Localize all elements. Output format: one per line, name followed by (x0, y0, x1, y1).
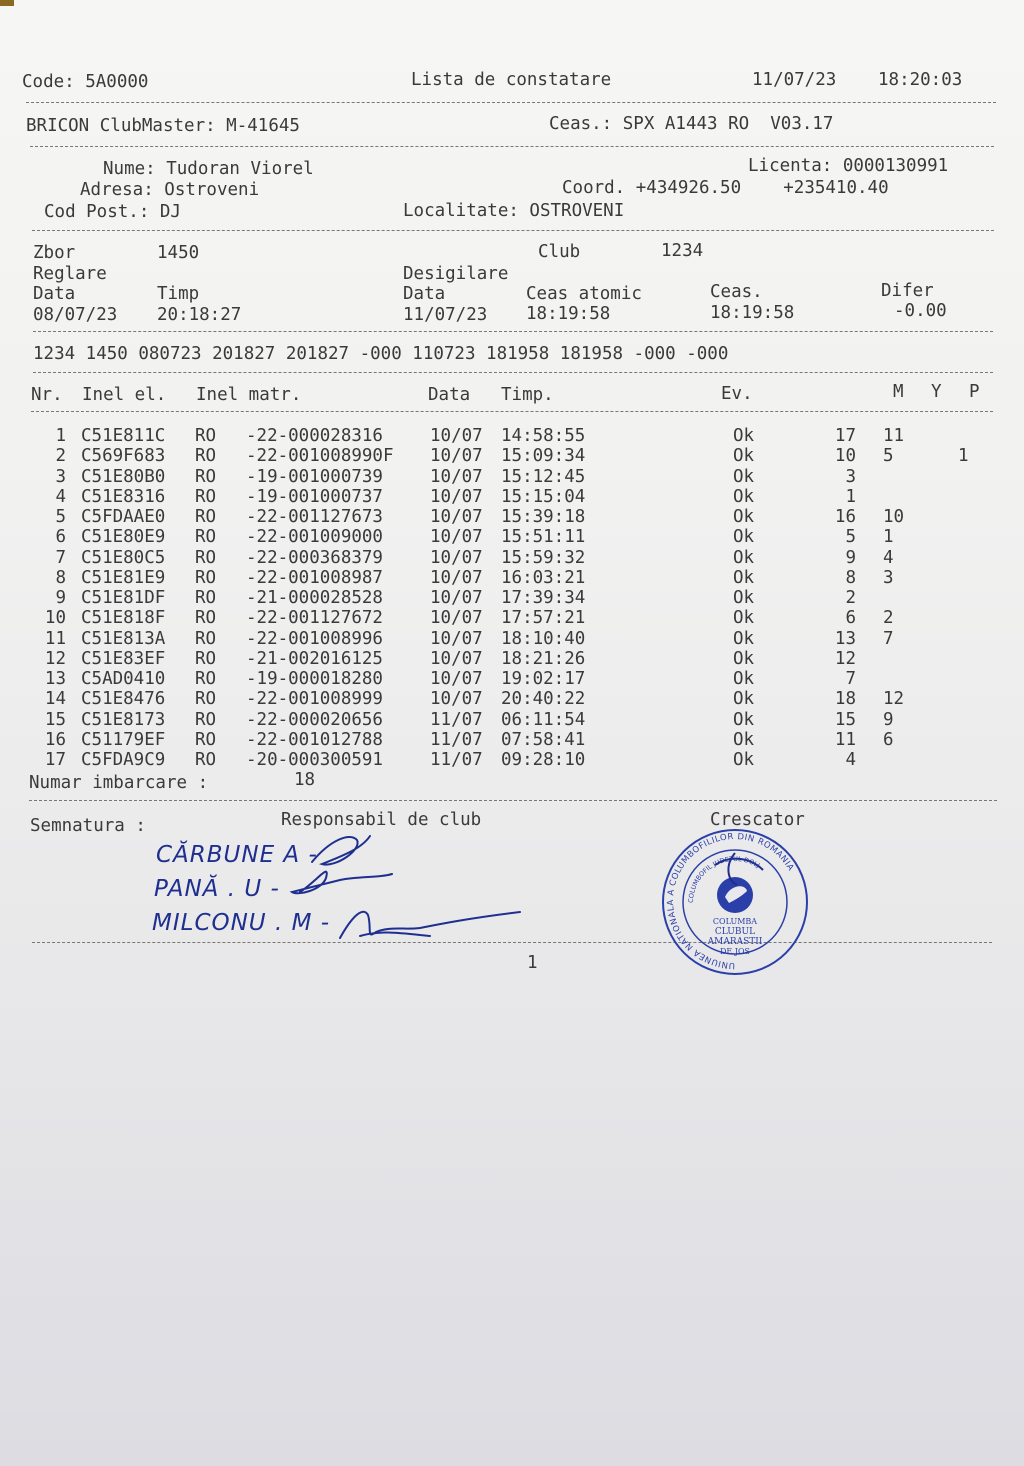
cell-time: 15:51:11 (501, 527, 586, 548)
cell-nr: 1 (55, 426, 66, 446)
cell-date: 10/07 (430, 527, 483, 548)
reglare-label: Reglare (33, 264, 107, 284)
cell-el: C51E811C (81, 426, 166, 446)
device-model: BRICON ClubMaster: M-41645 (26, 116, 300, 136)
cell-time: 16:03:21 (501, 567, 586, 588)
cell-date: 10/07 (430, 689, 483, 710)
cell-m: 13 (834, 628, 856, 649)
cell-el: C51E81E9 (81, 567, 166, 588)
cell-ev: Ok (733, 446, 755, 467)
stamp-inner-text: COLUMBOFIL JUDETUL DOLJ (686, 854, 762, 904)
cell-cc: RO (195, 709, 217, 730)
summary-code-line: 1234 1450 080723 201827 201827 -000 110723 181958 181958 -000 -000 (33, 344, 729, 364)
cell-y: 6 (883, 729, 894, 750)
cell-ev: Ok (733, 466, 755, 487)
cell-el: C51E81DF (81, 588, 166, 608)
difer-label: Difer (881, 281, 934, 301)
cell-m: 4 (845, 750, 856, 770)
cell-nr: 16 (44, 729, 66, 750)
col-header-p: P (969, 382, 980, 402)
cell-m: 15 (834, 709, 856, 730)
cell-cc: RO (195, 689, 217, 710)
cell-cc: RO (195, 486, 217, 507)
stamp-center-1: COLUMBA (712, 917, 758, 926)
col-header-y: Y (931, 382, 942, 402)
cell-time: 15:59:32 (501, 547, 586, 568)
cell-time: 15:15:04 (501, 486, 586, 507)
cell-ev: Ok (733, 588, 755, 608)
cell-nr: 6 (55, 527, 66, 548)
cell-date: 10/07 (430, 426, 483, 446)
divider (32, 942, 992, 943)
cell-cc: RO (195, 446, 217, 467)
cell-m: 1 (845, 486, 856, 507)
cell-time: 17:39:34 (501, 588, 586, 608)
signature-name-2: PANĂ . U - (154, 876, 280, 902)
club-stamp (655, 825, 815, 980)
reglare-date: 08/07/23 (33, 305, 118, 325)
cell-matr: -19-001000739 (246, 466, 383, 487)
owner-coords: Coord. +434926.50 +235410.40 (562, 178, 889, 198)
cell-matr: -19-000018280 (246, 669, 383, 689)
cell-time: 15:12:45 (501, 466, 586, 487)
col-header-inel-matr: Inel matr. (196, 385, 302, 405)
cell-m: 16 (834, 507, 856, 527)
cell-m: 7 (845, 669, 856, 689)
cell-matr: -22-001008996 (246, 628, 383, 649)
cell-time: 19:02:17 (501, 669, 586, 689)
desigilare-date: 11/07/23 (403, 305, 488, 325)
cell-m: 6 (845, 608, 856, 629)
cell-el: C51E80C5 (81, 547, 166, 568)
cell-date: 10/07 (430, 648, 483, 669)
cell-time: 07:58:41 (501, 729, 586, 750)
cell-cc: RO (195, 547, 217, 568)
cell-date: 10/07 (430, 507, 483, 527)
cell-ev: Ok (733, 750, 755, 770)
cell-ev: Ok (733, 567, 755, 588)
cell-matr: -22-001012788 (246, 729, 383, 750)
cell-ev: Ok (733, 669, 755, 689)
cell-date: 10/07 (430, 567, 483, 588)
cell-cc: RO (195, 648, 217, 669)
cell-ev: Ok (733, 628, 755, 649)
cell-matr: -22-001127672 (246, 608, 383, 629)
owner-address: Adresa: Ostroveni (80, 180, 260, 200)
cell-ev: Ok (733, 729, 755, 750)
report-code: Code: 5A0000 (22, 72, 149, 92)
col-header-nr: Nr. (31, 385, 63, 405)
cell-ev: Ok (733, 426, 755, 446)
desigilare-label: Desigilare (403, 264, 509, 284)
timp-label: Timp (157, 284, 200, 304)
cell-el: C51E8316 (81, 486, 166, 507)
cell-cc: RO (195, 588, 217, 608)
cell-time: 14:58:55 (501, 426, 586, 446)
cell-nr: 7 (55, 547, 66, 568)
cell-y: 4 (883, 547, 894, 568)
cell-time: 20:40:22 (501, 689, 586, 710)
imbarcare-label: Numar imbarcare : (29, 773, 209, 793)
responsabil-label: Responsabil de club (281, 810, 482, 830)
cell-date: 10/07 (430, 547, 483, 568)
cell-y: 1 (883, 527, 894, 548)
ceas-atomic-label: Ceas atomic (526, 284, 642, 304)
cell-matr: -22-001127673 (246, 507, 383, 527)
cell-cc: RO (195, 628, 217, 649)
cell-date: 10/07 (430, 466, 483, 487)
page-number: 1 (527, 953, 538, 973)
owner-postcode: Cod Post.: DJ (44, 202, 181, 222)
ceas-label: Ceas. (710, 282, 763, 302)
atomic-time: 18:19:58 (526, 304, 611, 324)
cell-cc: RO (195, 608, 217, 629)
cell-y: 5 (883, 446, 894, 467)
cell-y: 12 (883, 689, 905, 710)
cell-m: 2 (845, 588, 856, 608)
cell-nr: 12 (44, 648, 66, 669)
cell-matr: -20-000300591 (246, 750, 383, 770)
cell-ev: Ok (733, 527, 755, 548)
col-header-data: Data (428, 385, 471, 405)
cell-date: 11/07 (430, 729, 483, 750)
cell-date: 11/07 (430, 709, 483, 730)
cell-el: C5FDA9C9 (81, 750, 166, 770)
cell-ev: Ok (733, 689, 755, 710)
cell-y: 9 (883, 709, 894, 730)
difer-value: -0.00 (894, 301, 947, 321)
cell-date: 10/07 (430, 628, 483, 649)
cell-date: 10/07 (430, 588, 483, 608)
cell-time: 17:57:21 (501, 608, 586, 629)
cell-el: C569F683 (81, 446, 166, 467)
owner-name: Nume: Tudoran Viorel (103, 159, 314, 179)
cell-matr: -22-000368379 (246, 547, 383, 568)
cell-ev: Ok (733, 608, 755, 629)
cell-m: 10 (834, 446, 856, 467)
cell-date: 10/07 (430, 486, 483, 507)
cell-cc: RO (195, 669, 217, 689)
reglare-time: 20:18:27 (157, 305, 242, 325)
cell-m: 18 (834, 689, 856, 710)
data2-label: Data (403, 284, 446, 304)
cell-nr: 14 (44, 689, 66, 710)
cell-el: C51E813A (81, 628, 166, 649)
zbor-value: 1450 (157, 243, 200, 263)
cell-matr: -22-001009000 (246, 527, 383, 548)
stamp-center-2: CLUBUL (714, 927, 756, 937)
crescator-label: Crescator (710, 810, 805, 830)
cell-cc: RO (195, 750, 217, 770)
clock-time: 18:19:58 (710, 303, 795, 323)
cell-time: 18:10:40 (501, 628, 586, 649)
cell-matr: -19-001000737 (246, 486, 383, 507)
cell-m: 17 (834, 426, 856, 446)
cell-ev: Ok (733, 709, 755, 730)
col-header-m: M (893, 382, 904, 402)
cell-cc: RO (195, 426, 217, 446)
cell-matr: -21-000028528 (246, 588, 383, 608)
cell-cc: RO (195, 729, 217, 750)
cell-cc: RO (195, 567, 217, 588)
cell-time: 15:09:34 (501, 446, 586, 467)
cell-time: 15:39:18 (501, 507, 586, 527)
stamp-center-4: DE JOS (719, 947, 751, 956)
cell-cc: RO (195, 466, 217, 487)
cell-nr: 5 (55, 507, 66, 527)
cell-date: 10/07 (430, 608, 483, 629)
cell-nr: 17 (44, 750, 66, 770)
signature-name-1: CĂRBUNE A - (156, 842, 318, 868)
cell-m: 5 (845, 527, 856, 548)
cell-ev: Ok (733, 486, 755, 507)
cell-time: 09:28:10 (501, 750, 586, 770)
cell-m: 8 (845, 567, 856, 588)
imbarcare-value: 18 (294, 770, 316, 790)
cell-date: 10/07 (430, 669, 483, 689)
cell-ev: Ok (733, 507, 755, 527)
cell-m: 12 (834, 648, 856, 669)
signature-name-3: MILCONU . M - (152, 910, 331, 936)
clock-info: Ceas.: SPX A1443 RO V03.17 (549, 114, 834, 134)
cell-el: C51E80E9 (81, 527, 166, 548)
cell-nr: 15 (44, 709, 66, 730)
cell-y: 11 (883, 426, 905, 446)
col-header-inel-el: Inel el. (82, 385, 167, 405)
cell-el: C51E80B0 (81, 466, 166, 487)
owner-license: Licenta: 0000130991 (748, 156, 949, 176)
zbor-label: Zbor (33, 243, 76, 263)
cell-m: 9 (845, 547, 856, 568)
cell-el: C51E83EF (81, 648, 166, 669)
cell-nr: 2 (55, 446, 66, 467)
cell-date: 10/07 (430, 446, 483, 467)
cell-ev: Ok (733, 547, 755, 568)
data-label: Data (33, 284, 76, 304)
semnatura-label: Semnatura : (30, 816, 146, 836)
cell-matr: -22-001008999 (246, 689, 383, 710)
cell-nr: 4 (55, 486, 66, 507)
cell-matr: -22-000020656 (246, 709, 383, 730)
cell-nr: 11 (44, 628, 66, 649)
cell-m: 3 (845, 466, 856, 487)
cell-matr: -22-000028316 (246, 426, 383, 446)
cell-el: C5FDAAE0 (81, 507, 166, 527)
report-date: 11/07/23 (752, 70, 837, 90)
cell-matr: -22-001008990F (246, 446, 394, 467)
cell-date: 11/07 (430, 750, 483, 770)
cell-y: 10 (883, 507, 905, 527)
cell-p: 1 (958, 446, 969, 467)
club-value: 1234 (661, 241, 704, 261)
cell-y: 2 (883, 608, 894, 629)
cell-time: 06:11:54 (501, 709, 586, 730)
cell-cc: RO (195, 527, 217, 548)
cell-el: C51E818F (81, 608, 166, 629)
cell-m: 11 (834, 729, 856, 750)
cell-el: C51E8476 (81, 689, 166, 710)
report-time: 18:20:03 (878, 70, 963, 90)
col-header-timp: Timp. (501, 385, 554, 405)
cell-nr: 13 (44, 669, 66, 689)
club-label: Club (538, 242, 581, 262)
stamp-center-3: AMARASTII (707, 937, 763, 947)
cell-el: C51E8173 (81, 709, 166, 730)
col-header-ev: Ev. (721, 384, 753, 404)
report-title: Lista de constatare (411, 70, 612, 90)
cell-el: C5AD0410 (81, 669, 166, 689)
cell-nr: 10 (44, 608, 66, 629)
cell-nr: 9 (55, 588, 66, 608)
cell-nr: 8 (55, 567, 66, 588)
cell-nr: 3 (55, 466, 66, 487)
cell-matr: -22-001008987 (246, 567, 383, 588)
stamp-outer-text: UNIUNEA NATIONALA A COLUMBOFILILOR DIN ROMANIA (665, 831, 796, 971)
cell-el: C51179EF (81, 729, 166, 750)
cell-time: 18:21:26 (501, 648, 586, 669)
cell-ev: Ok (733, 648, 755, 669)
cell-matr: -21-002016125 (246, 648, 383, 669)
owner-locality: Localitate: OSTROVENI (403, 201, 625, 221)
cell-y: 3 (883, 567, 894, 588)
cell-cc: RO (195, 507, 217, 527)
cell-y: 7 (883, 628, 894, 649)
